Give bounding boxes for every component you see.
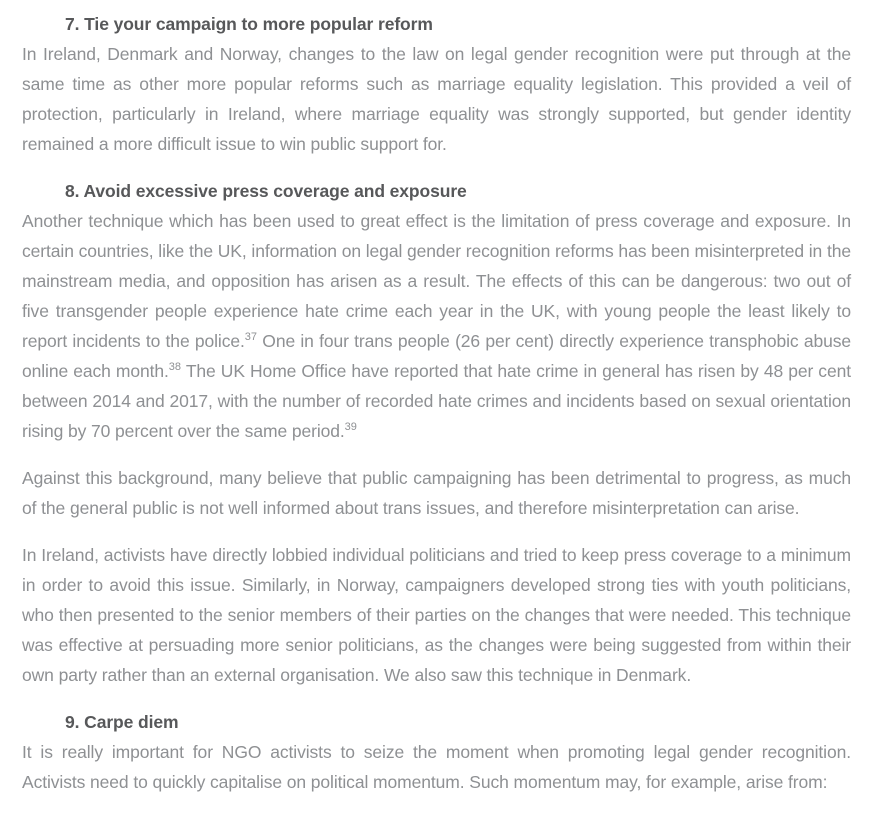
section-9-heading: 9. Carpe diem	[65, 712, 179, 732]
footnote-ref-37: 37	[244, 331, 258, 344]
section-7-paragraph: In Ireland, Denmark and Norway, changes to the law on legal gender recognition were put through at the same time as other more popular reforms such as marriage equality legislation. This provided a veil of protection, particularly in Ireland, where marriage equality was strongly supported, but gender identity remained a more difficult issue to win public support for.	[22, 44, 851, 154]
section-8-heading: 8. Avoid excessive press coverage and exposure	[65, 181, 467, 201]
section-8-paragraph-1	[22, 206, 851, 446]
footnote-ref-38: 38	[168, 361, 182, 374]
section-7-heading: 7. Tie your campaign to more popular reform	[65, 14, 433, 34]
paragraph-text: The UK Home Office have reported that hate crime in general has risen by 48 per cent between 2014 and 2017, with the number of recorded hate crimes and incidents based on sexual orientation rising by 70 percent over the same period.	[22, 361, 851, 441]
section-8-paragraph-2: Against this background, many believe that public campaigning has been detrimental to progress, as much of the general public is not well informed about trans issues, and therefore misinterpretation can arise.	[22, 468, 851, 518]
section-8-paragraph-3: In Ireland, activists have directly lobbied individual politicians and tried to keep press coverage to a minimum in order to avoid this issue. Similarly, in Norway, campaigners developed strong ties with youth politicians, who then presented to the senior members of their parties on the changes that were needed. This technique was effective at persuading more senior politicians, as the changes were being suggested from within their own party rather than an external organisation. We also saw this technique in Denmark.	[22, 545, 851, 685]
paragraph-text: One in four trans people (26 per cent) directly experience transphobic abuse online each month.	[22, 331, 851, 381]
footnote-ref-39: 39	[344, 421, 357, 434]
section-9-paragraph: It is really important for NGO activists to seize the moment when promoting legal gender recognition. Activists need to quickly capitalise on political momentum. Such momentum may, for example, arise from:	[22, 742, 851, 792]
paragraph-text: Another technique which has been used to great effect is the limitation of press coverage and exposure. In certain countries, like the UK, information on legal gender recognition reforms has been misinterpreted in the mainstream media, and opposition has arisen as a result. The effects of this can be dangerous: two out of five transgender people experience hate crime each year in the UK, with young people the least likely to report incidents to the police.	[22, 211, 851, 351]
